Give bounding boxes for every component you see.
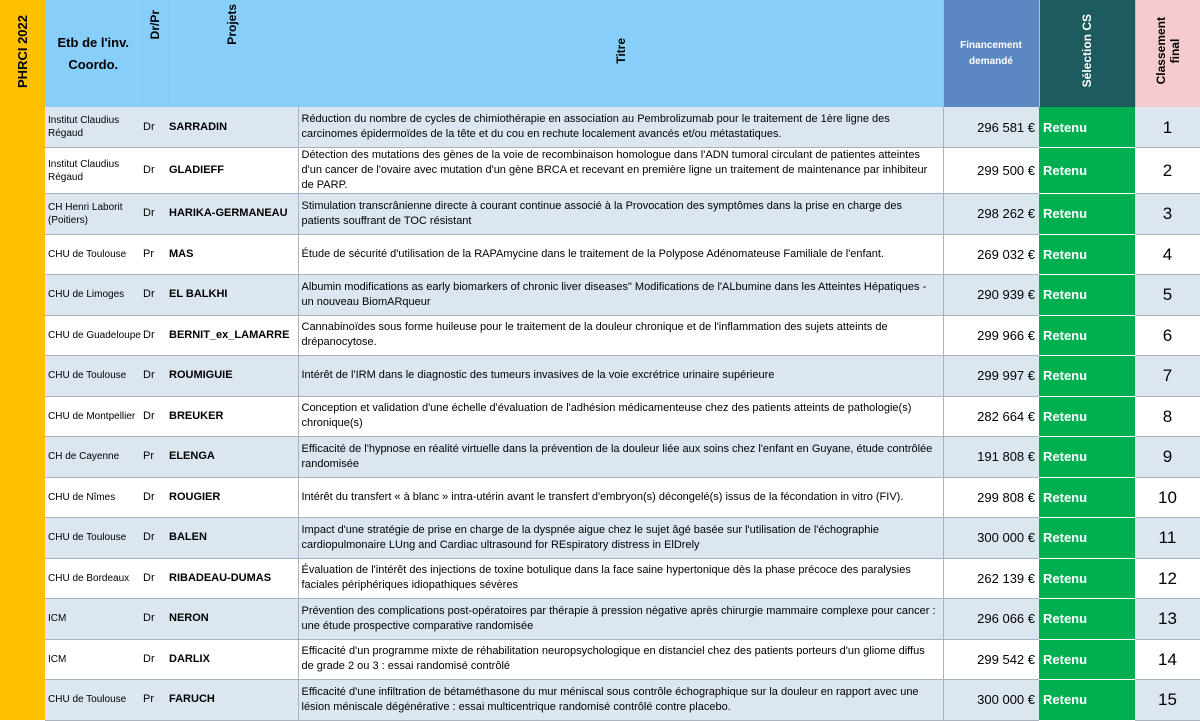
sidebar-header [0,0,45,107]
projet-cell[interactable]: GLADIEFF [168,148,298,194]
financement-cell[interactable]: 269 032 € [943,234,1039,275]
sidebar-cell [0,558,45,599]
table-row[interactable] [0,477,1200,518]
projets-header[interactable] [168,0,298,107]
drpr-cell[interactable]: Pr [142,234,168,275]
drpr-cell[interactable]: Pr [142,437,168,478]
etb-header-line2: Coordo. [68,56,119,72]
etb-cell[interactable]: CHU de Limoges [45,275,142,316]
classement-cell[interactable]: 8 [1135,396,1200,437]
classement-cell[interactable]: 7 [1135,356,1200,397]
titre-cell[interactable]: Réduction du nombre de cycles de chimiothérapie en association au Pembrolizumab pour le traitement de 1ère ligne des carcinomes épidermoïdes de la tête et du cou en rechute localement avancés et/ou métastatiques. [298,107,943,148]
projet-cell[interactable]: MAS [168,234,298,275]
sidebar-cell [0,107,45,148]
classement-cell[interactable]: 10 [1135,477,1200,518]
classement-header[interactable] [1135,0,1200,107]
selection-header-label: Sélection CS [1080,14,1094,88]
drpr-cell[interactable]: Dr [142,477,168,518]
titre-cell[interactable]: Impact d'une stratégie de prise en charge de la dyspnée aigue chez le sujet âgé basée sur l'utilisation de l'échographie cardiopulmonaire LUng and Cardiac ultrasound for REspiratory distress in ElDrely [298,518,943,559]
sidebar-cell [0,437,45,478]
selection-cell[interactable]: Retenu [1039,234,1135,275]
drpr-cell[interactable]: Dr [142,107,168,148]
header-row [0,0,1200,107]
table-row[interactable] [0,356,1200,397]
selection-cell[interactable]: Retenu [1039,477,1135,518]
classement-cell[interactable]: 11 [1135,518,1200,559]
titre-header-label: Titre [613,38,628,64]
table-row[interactable] [0,437,1200,478]
projet-cell[interactable]: BALEN [168,518,298,559]
selection-cell[interactable]: Retenu [1039,599,1135,640]
table-row[interactable] [0,599,1200,640]
financement-cell[interactable]: 299 500 € [943,148,1039,194]
sidebar-cell [0,234,45,275]
etb-header[interactable] [45,0,142,107]
classement-cell[interactable]: 14 [1135,639,1200,680]
financement-header-line1: Financement [960,39,1022,51]
etb-cell[interactable]: Institut Claudius Régaud [45,148,142,194]
table-row[interactable] [0,396,1200,437]
drpr-cell[interactable]: Dr [142,148,168,194]
drpr-cell[interactable]: Dr [142,275,168,316]
sidebar-cell [0,680,45,721]
sidebar-cell [0,639,45,680]
titre-cell[interactable]: Stimulation transcrânienne directe à courant continue associé à la Provocation des symptômes dans la prise en charge des patients souffrant de TOC résistant [298,194,943,235]
sidebar-cell [0,315,45,356]
table-row[interactable] [0,680,1200,721]
selection-cell[interactable]: Retenu [1039,148,1135,194]
etb-cell[interactable]: CHU de Bordeaux [45,558,142,599]
selection-cell[interactable]: Retenu [1039,356,1135,397]
titre-cell[interactable]: Albumin modifications as early biomarkers of chronic liver diseases" Modifications de l'ALbumine dans les Atteintes Hépatiques - un nouveau BiomARqueur [298,275,943,316]
sidebar-cell [0,275,45,316]
projet-cell[interactable]: HARIKA-GERMANEAU [168,194,298,235]
titre-cell[interactable]: Prévention des complications post-opératoires par thérapie à pression négative après chirurgie mammaire complexe pour cancer : une étude prospective comparative randomisée [298,599,943,640]
financement-cell[interactable]: 299 966 € [943,315,1039,356]
etb-cell[interactable]: CH de Cayenne [45,437,142,478]
titre-cell[interactable]: Cannabinoïdes sous forme huileuse pour le traitement de la douleur chronique et de l'inflammation des sujets atteints de drépanocytose. [298,315,943,356]
drpr-cell[interactable]: Dr [142,599,168,640]
sidebar-cell [0,356,45,397]
projet-cell[interactable]: DARLIX [168,639,298,680]
sidebar-cell [0,518,45,559]
sidebar-cell [0,477,45,518]
financement-cell[interactable]: 299 542 € [943,639,1039,680]
financement-cell[interactable]: 300 000 € [943,518,1039,559]
etb-header-line1: Etb de l'inv. [57,34,129,50]
etb-cell[interactable]: CHU de Guadeloupe [45,315,142,356]
sidebar-cell [0,396,45,437]
classement-cell[interactable]: 15 [1135,680,1200,721]
projet-cell[interactable]: ROUGIER [168,477,298,518]
financement-cell[interactable]: 296 581 € [943,107,1039,148]
classement-header-line2: final [1167,38,1182,64]
drpr-cell[interactable]: Dr [142,518,168,559]
titre-header[interactable] [298,0,943,107]
sidebar-label: PHRCI 2022 [14,14,30,88]
classement-cell[interactable]: 5 [1135,275,1200,316]
classement-cell[interactable]: 9 [1135,437,1200,478]
etb-cell[interactable]: CHU de Toulouse [45,518,142,559]
selection-cell[interactable]: Retenu [1039,518,1135,559]
projet-cell[interactable]: BREUKER [168,396,298,437]
financement-header-line2: demandé [969,55,1013,67]
classement-header-line1: Classement [1153,17,1168,85]
sidebar-cell [0,599,45,640]
titre-cell[interactable]: Efficacité de l'hypnose en réalité virtuelle dans la prévention de la douleur liée aux soins chez l'enfant en Guyane, étude contrôlée randomisée [298,437,943,478]
titre-cell[interactable]: Intérêt du transfert « à blanc » intra-utérin avant le transfert d'embryon(s) décongelé(s) issus de la fécondation in vitro (FIV). [298,477,943,518]
drpr-cell[interactable]: Dr [142,315,168,356]
table-row[interactable] [0,194,1200,235]
selection-cell[interactable]: Retenu [1039,680,1135,721]
classement-cell[interactable]: 13 [1135,599,1200,640]
financement-cell[interactable]: 299 997 € [943,356,1039,397]
sidebar-cell [0,148,45,194]
financement-cell[interactable]: 282 664 € [943,396,1039,437]
selection-cell[interactable]: Retenu [1039,639,1135,680]
selection-cell[interactable]: Retenu [1039,275,1135,316]
classement-cell[interactable]: 12 [1135,558,1200,599]
titre-cell[interactable]: Efficacité d'une infiltration de bétaméthasone du mur méniscal sous contrôle échographique sur la douleur en rapport avec une lésion méniscale dégénérative : essai multicentrique randomisé contrôlé contre placebo. [298,680,943,721]
titre-cell[interactable]: Évaluation de l'intérêt des injections de toxine botulique dans la face saine hypertonique dès la phase précoce des paralysies faciales périphériques idiopathiques sévères [298,558,943,599]
etb-cell[interactable]: CHU de Toulouse [45,234,142,275]
table-row[interactable] [0,107,1200,148]
drpr-cell[interactable]: Dr [142,558,168,599]
etb-cell[interactable]: Institut Claudius Régaud [45,107,142,148]
sidebar-cell [0,194,45,235]
financement-header[interactable] [943,0,1039,107]
selection-header[interactable] [1039,0,1135,107]
projet-cell[interactable]: NERON [168,599,298,640]
etb-cell[interactable]: CHU de Toulouse [45,680,142,721]
financement-cell[interactable]: 298 262 € [943,194,1039,235]
table-body [0,107,1200,720]
projet-cell[interactable]: ROUMIGUIE [168,356,298,397]
etb-cell[interactable]: CHU de Montpellier [45,396,142,437]
selection-cell[interactable]: Retenu [1039,437,1135,478]
projet-cell[interactable]: FARUCH [168,680,298,721]
selection-cell[interactable]: Retenu [1039,315,1135,356]
titre-cell[interactable]: Détection des mutations des gènes de la voie de recombinaison homologue dans l'ADN tumoral circulant de patientes atteintes d'un cancer de l'ovaire avec mutation d'un gène BRCA et recevant en première ligne un traitement de maintenance par inhibiteur de PARP. [298,148,943,194]
financement-cell[interactable]: 300 000 € [943,680,1039,721]
table-row[interactable] [0,558,1200,599]
table-row[interactable] [0,639,1200,680]
selection-cell[interactable]: Retenu [1039,558,1135,599]
etb-cell[interactable]: CH Henri Laborit (Poitiers) [45,194,142,235]
classement-cell[interactable]: 4 [1135,234,1200,275]
classement-cell[interactable]: 2 [1135,148,1200,194]
etb-cell[interactable]: CHU de Nîmes [45,477,142,518]
titre-cell[interactable]: Conception et validation d'une échelle d'évaluation de l'adhésion médicamenteuse chez des patients atteints de pathologie(s) chronique(s) [298,396,943,437]
table-row[interactable] [0,518,1200,559]
etb-cell[interactable]: CHU de Toulouse [45,356,142,397]
financement-cell[interactable]: 296 066 € [943,599,1039,640]
drpr-header-label: Dr/Pr [148,10,162,40]
titre-cell[interactable]: Efficacité d'un programme mixte de réhabilitation neuropsychologique en distanciel chez des patients porteurs d'un gliome diffus de grade 2 ou 3 : essai randomisé contrôlé [298,639,943,680]
drpr-cell[interactable]: Dr [142,639,168,680]
titre-cell[interactable]: Intérêt de l'IRM dans le diagnostic des tumeurs invasives de la voie excrétrice urinaire supérieure [298,356,943,397]
classement-cell[interactable]: 3 [1135,194,1200,235]
classement-cell[interactable]: 1 [1135,107,1200,148]
projet-cell[interactable]: SARRADIN [168,107,298,148]
projet-cell[interactable]: ELENGA [168,437,298,478]
drpr-cell[interactable]: Dr [142,396,168,437]
etb-cell[interactable]: ICM [45,599,142,640]
classement-cell[interactable]: 6 [1135,315,1200,356]
table-row[interactable] [0,148,1200,194]
titre-cell[interactable]: Étude de sécurité d'utilisation de la RAPAmycine dans le traitement de la Polypose Adénomateuse Familiale de l'enfant. [298,234,943,275]
drpr-header[interactable] [142,0,168,107]
projet-cell[interactable]: RIBADEAU-DUMAS [168,558,298,599]
drpr-cell[interactable]: Pr [142,680,168,721]
selection-cell[interactable]: Retenu [1039,107,1135,148]
projet-cell[interactable]: EL BALKHI [168,275,298,316]
financement-cell[interactable]: 299 808 € [943,477,1039,518]
table-row[interactable] [0,315,1200,356]
selection-cell[interactable]: Retenu [1039,396,1135,437]
financement-cell[interactable]: 191 808 € [943,437,1039,478]
table-row[interactable] [0,275,1200,316]
projet-cell[interactable]: BERNIT_ex_LAMARRE [168,315,298,356]
drpr-cell[interactable]: Dr [142,194,168,235]
drpr-cell[interactable]: Dr [142,356,168,397]
classement-header-label [1154,17,1182,84]
selection-cell[interactable]: Retenu [1039,194,1135,235]
financement-cell[interactable]: 262 139 € [943,558,1039,599]
etb-cell[interactable]: ICM [45,639,142,680]
financement-cell[interactable]: 290 939 € [943,275,1039,316]
table-row[interactable] [0,234,1200,275]
projets-header-label: Projets [224,4,239,45]
